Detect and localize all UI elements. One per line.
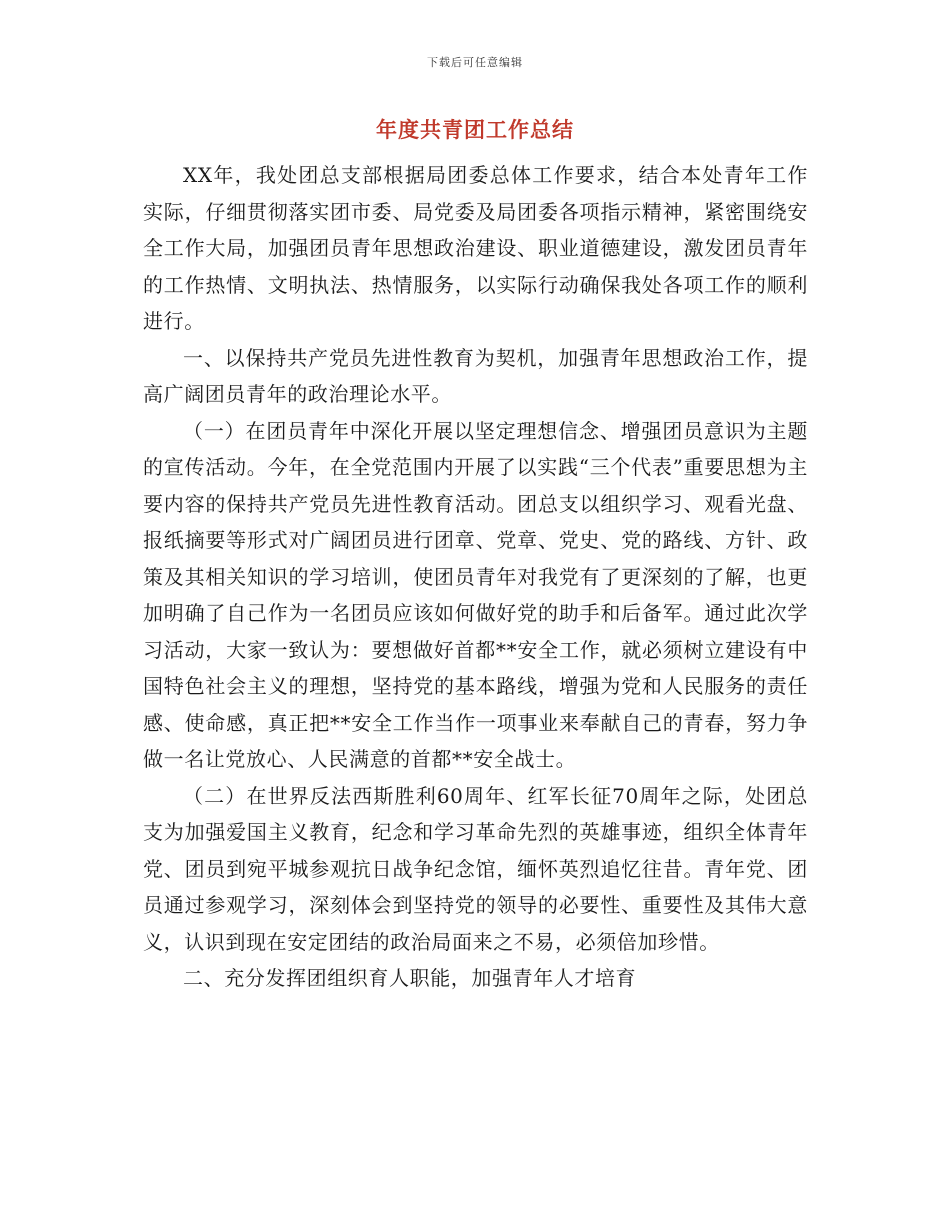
document-title: 年度共青团工作总结 (376, 118, 574, 142)
document-body (143, 157, 808, 997)
paragraph-section-1-heading: 一、以保持共产党员先进性教育为契机，加强青年思想政治工作，提高广阔团员青年的政治理论水平。 (143, 345, 808, 406)
paragraph-section-1-item-1: （一）在团员青年中深化开展以坚定理想信念、增强团员意识为主题的宣传活动。今年，在全党范围内开展了以实践“三个代表”重要思想为主要内容的保持共产党员先进性教育活动。团总支以组织学习、观看光盘、报纸摘要等形式对广阔团员进行团章、党章、党史、党的路线、方针、政策及其相关知识的学习培训，使团员青年对我党有了更深刻的了解，也更加明确了自己作为一名团员应该如何做好党的助手和后备军。通过此次学习活动，大家一致认为：要想做好首都**安全工作，就必须树立建设有中国特色社会主义的理想，坚持党的基本路线，增强为党和人民服务的责任感、使命感，真正把**安全工作当作一项事业来奉献自己的青春，努力争做一名让党放心、人民满意的首都**安全战士。 (143, 418, 808, 771)
paragraph-intro: XX年，我处团总支部根据局团委总体工作要求，结合本处青年工作实际，仔细贯彻落实团市委、局党委及局团委各项指示精神，紧密围绕安全工作大局，加强团员青年思想政治建设、职业道德建设，激发团员青年的工作热情、文明执法、热情服务，以实际行动确保我处各项工作的顺利进行。 (143, 163, 808, 333)
paragraph-section-2-heading: 二、充分发挥团组织育人职能，加强青年人才培育 (183, 966, 637, 990)
paragraph-section-1-item-2: （二）在世界反法西斯胜利60周年、红军长征70周年之际，处团总支为加强爱国主义教育，纪念和学习革命先烈的英雄事迹，组织全体青年党、团员到宛平城参观抗日战争纪念馆，缅怀英烈追忆往昔。青年党、团员通过参观学习，深刻体会到坚持党的领导的必要性、重要性及其伟大意义，认识到现在安定团结的政治局面来之不易，必须倍加珍惜。 (143, 783, 808, 954)
header-note: 下载后可任意编辑 (427, 56, 523, 69)
